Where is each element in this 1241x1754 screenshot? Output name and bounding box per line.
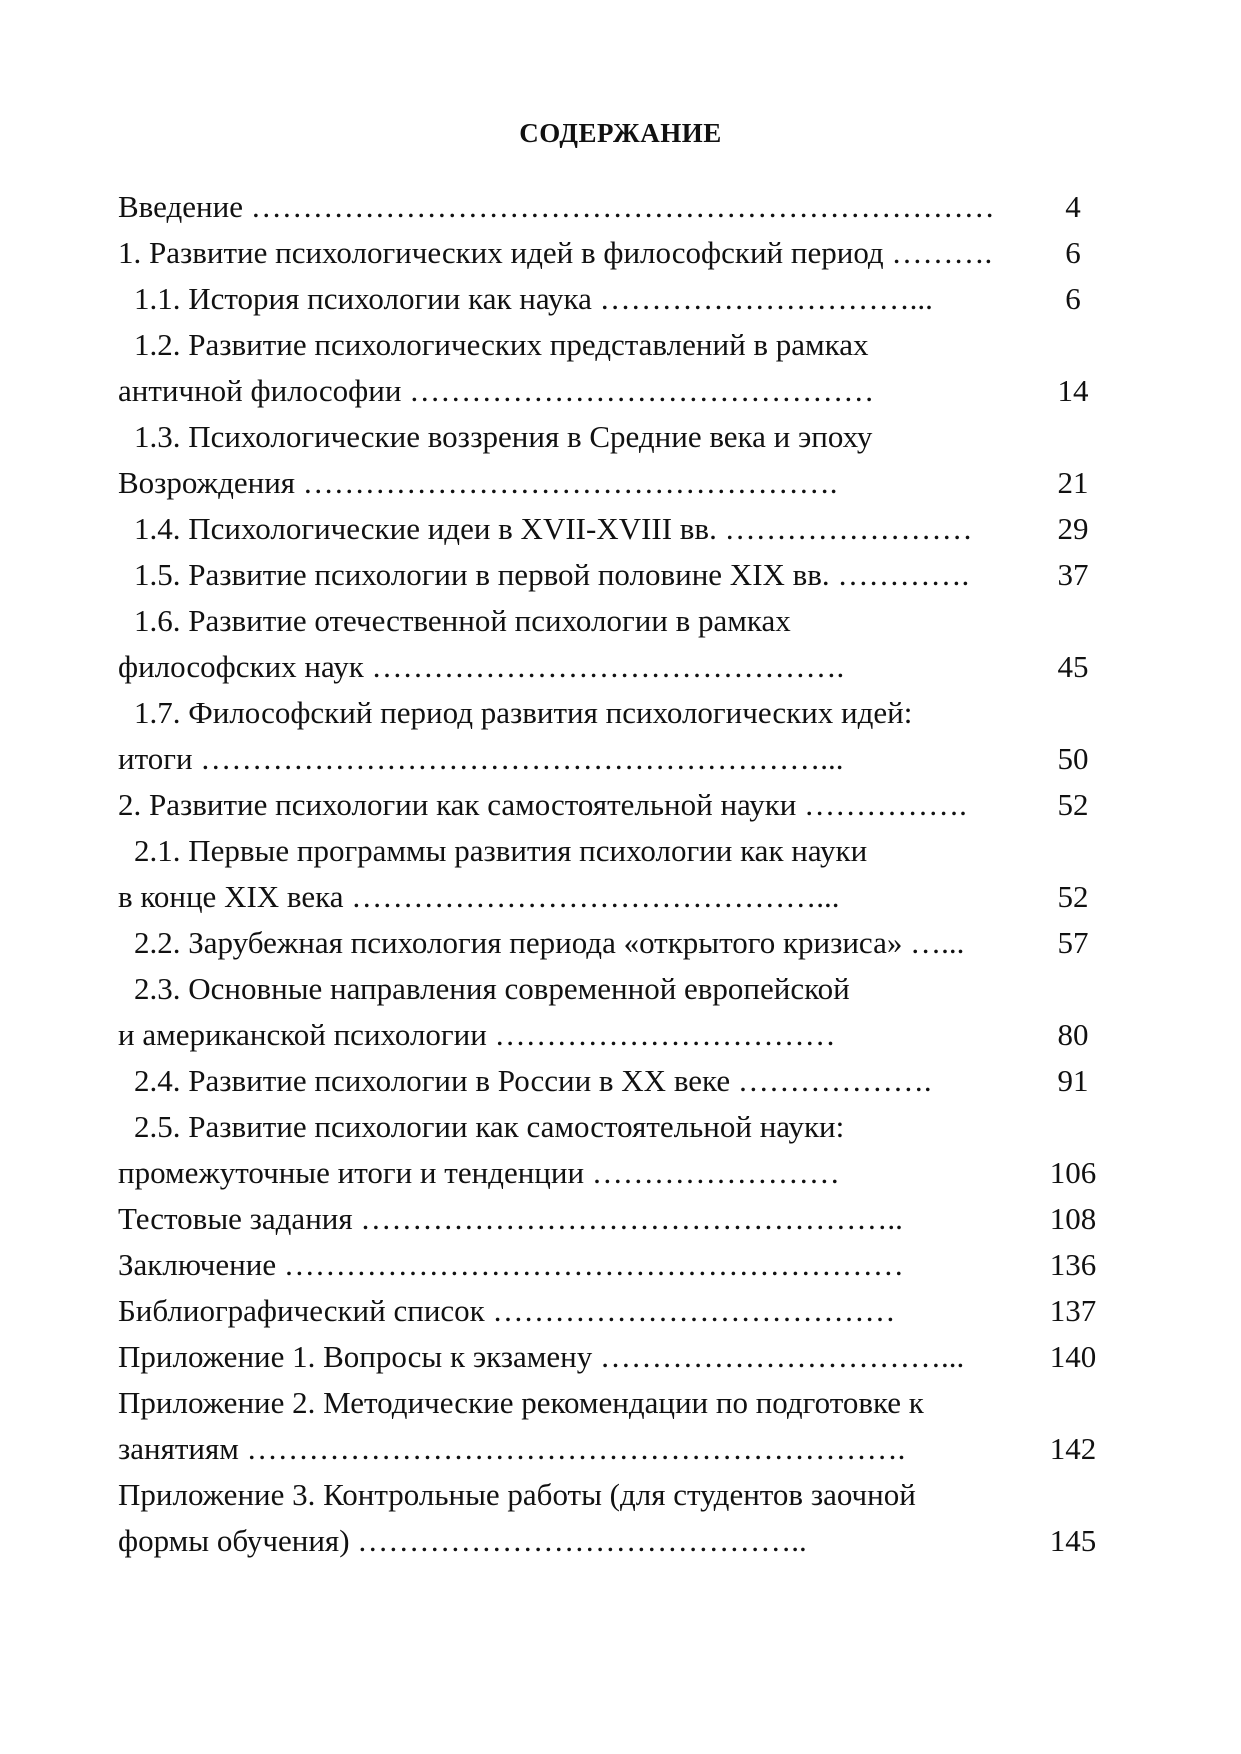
toc-entry-text: в конце XIX века	[118, 879, 352, 914]
toc-entry-text: Тестовые задания	[118, 1201, 361, 1236]
toc-entry-row	[118, 874, 1118, 920]
toc-entry-row	[118, 368, 1118, 414]
toc-entry-text: 1.7. Философский период развития психологических идей:	[134, 695, 913, 730]
toc-entry-row	[118, 184, 1118, 230]
page-number: 80	[1057, 1017, 1089, 1052]
page-number: 136	[1049, 1247, 1097, 1282]
page-number: 52	[1057, 787, 1089, 822]
toc-entry-row	[118, 1288, 1118, 1334]
page-number: 142	[1049, 1431, 1097, 1466]
toc-entry-text: 1.4. Психологические идеи в XVII-XVIII вв.	[134, 511, 725, 546]
page-number: 145	[1049, 1523, 1097, 1558]
toc-entry	[118, 1104, 1118, 1196]
toc-entry-row	[118, 1242, 1118, 1288]
toc-entry-text: 1.1. История психологии как наука	[134, 281, 600, 316]
page-title: СОДЕРЖАНИЕ	[519, 118, 722, 148]
page-number: 50	[1057, 741, 1089, 776]
toc-entry-text: 1. Развитие психологических идей в философский период	[118, 235, 892, 270]
toc-entry-text: 1.3. Психологические воззрения в Средние века и эпоху	[134, 419, 873, 454]
toc-entry-text: формы обучения)	[118, 1523, 358, 1558]
toc-entry-row	[118, 1150, 1118, 1196]
dot-leader: ……………………	[724, 511, 973, 546]
dot-leader: ……………………………...	[600, 1339, 965, 1374]
toc-entry-row	[118, 1012, 1118, 1058]
toc-entry	[118, 828, 1118, 920]
page-number: 4	[1065, 189, 1081, 224]
toc-entry-text: и американской психологии	[118, 1017, 495, 1052]
toc-entry	[118, 598, 1118, 690]
toc-entry-text: Приложение 1. Вопросы к экзамену	[118, 1339, 600, 1374]
toc-entry-row	[118, 276, 1118, 322]
toc-entry	[118, 966, 1118, 1058]
toc-entry-text: Заключение	[118, 1247, 284, 1282]
toc-entry-text: 2.2. Зарубежная психология периода «открытого кризиса»	[134, 925, 911, 960]
page-number: 45	[1057, 649, 1089, 684]
dot-leader: …………….	[804, 787, 967, 822]
dot-leader: …...	[910, 925, 965, 960]
dot-leader: ……………………………………………..	[360, 1201, 903, 1236]
page-number: 108	[1049, 1201, 1097, 1236]
dot-leader: ……………………………………………………...	[200, 741, 844, 776]
dot-leader: …………………………...	[599, 281, 933, 316]
page-number: 37	[1057, 557, 1089, 592]
page-number: 21	[1057, 465, 1089, 500]
toc-entry-row	[118, 1518, 1118, 1564]
dot-leader: ……………………………………….	[371, 649, 845, 684]
page-number: 106	[1049, 1155, 1097, 1190]
toc-entry	[118, 690, 1118, 782]
toc-entry	[118, 506, 1118, 552]
toc-entry-row	[118, 230, 1118, 276]
toc-entry-row	[118, 920, 1118, 966]
toc-entry	[118, 1334, 1118, 1380]
toc-entry-row	[118, 1334, 1118, 1380]
toc-entry-row	[118, 644, 1118, 690]
dot-leader: ………………………………………...	[351, 879, 840, 914]
toc-entry-text: 1.5. Развитие психологии в первой половине XIX вв.	[134, 557, 838, 592]
page-number: 140	[1049, 1339, 1097, 1374]
page-number: 6	[1065, 235, 1081, 270]
toc-entry-text: итоги	[118, 741, 201, 776]
toc-entry-text: 2.3. Основные направления современной европейской	[134, 971, 850, 1006]
toc-entry	[118, 230, 1118, 276]
toc-entry-text: 2. Развитие психологии как самостоятельной науки	[118, 787, 805, 822]
dot-leader: ……………………………………………………	[283, 1247, 904, 1282]
toc-entry	[118, 1058, 1118, 1104]
toc-entry-row	[118, 736, 1118, 782]
dot-leader: ……….	[891, 235, 993, 270]
toc-entry-text: Библиографический список	[118, 1293, 493, 1328]
toc-entry	[118, 1288, 1118, 1334]
toc-entry-text: Приложение 2. Методические рекомендации по подготовке к	[118, 1385, 924, 1420]
toc-entry-text: 2.5. Развитие психологии как самостоятельной науки:	[134, 1109, 845, 1144]
toc-entry	[118, 920, 1118, 966]
dot-leader: ……………………………………..	[357, 1523, 807, 1558]
page-number: 29	[1057, 511, 1089, 546]
toc-entry-row	[118, 552, 1118, 598]
dot-leader: ……………………………………………………….	[246, 1431, 906, 1466]
toc-entry	[118, 1472, 1118, 1564]
toc-entry-text: 2.4. Развитие психологии в России в XX веке	[134, 1063, 738, 1098]
toc-entry-text: занятиям	[118, 1431, 247, 1466]
toc-entry-text: Возрождения	[118, 465, 303, 500]
toc-entry	[118, 1242, 1118, 1288]
toc-entry	[118, 414, 1118, 506]
toc-entry-row	[118, 1426, 1118, 1472]
toc-entry-text: античной философии	[118, 373, 410, 408]
toc-entry-row	[118, 506, 1118, 552]
toc-entry-row	[118, 460, 1118, 506]
toc-entry-row	[118, 1196, 1118, 1242]
toc-entry	[118, 322, 1118, 414]
toc-entry-row	[118, 1058, 1118, 1104]
dot-leader: ………………………………………………………………	[250, 189, 995, 224]
page-number: 91	[1057, 1063, 1089, 1098]
toc-entry-text: промежуточные итоги и тенденции	[118, 1155, 592, 1190]
toc-entry-text: философских наук	[118, 649, 372, 684]
toc-entry	[118, 1196, 1118, 1242]
page-number: 14	[1057, 373, 1089, 408]
dot-leader: ………………………………………	[409, 373, 875, 408]
toc-entry-row	[118, 782, 1118, 828]
page-number: 52	[1057, 879, 1089, 914]
toc-entry	[118, 184, 1118, 230]
dot-leader: …………………………………………….	[302, 465, 838, 500]
toc-entry-text: Приложение 3. Контрольные работы (для студентов заочной	[118, 1477, 916, 1512]
toc-entry-text: 1.2. Развитие психологических представлений в рамках	[134, 327, 869, 362]
dot-leader: ……………………	[591, 1155, 840, 1190]
toc-entry-text: 2.1. Первые программы развития психологии как науки	[134, 833, 868, 868]
dot-leader: ………….	[837, 557, 970, 592]
page-number: 137	[1049, 1293, 1097, 1328]
dot-leader: ……………………………	[494, 1017, 836, 1052]
toc-entry	[118, 276, 1118, 322]
toc-entry-text: 1.6. Развитие отечественной психологии в рамках	[134, 603, 791, 638]
page-number: 57	[1057, 925, 1089, 960]
toc-entry	[118, 782, 1118, 828]
toc-entry	[118, 552, 1118, 598]
table-of-contents	[118, 184, 1118, 1564]
page-number: 6	[1065, 281, 1081, 316]
dot-leader: …………………………………	[492, 1293, 896, 1328]
toc-entry	[118, 1380, 1118, 1472]
dot-leader: ……………….	[737, 1063, 932, 1098]
toc-entry-text: Введение	[118, 189, 251, 224]
